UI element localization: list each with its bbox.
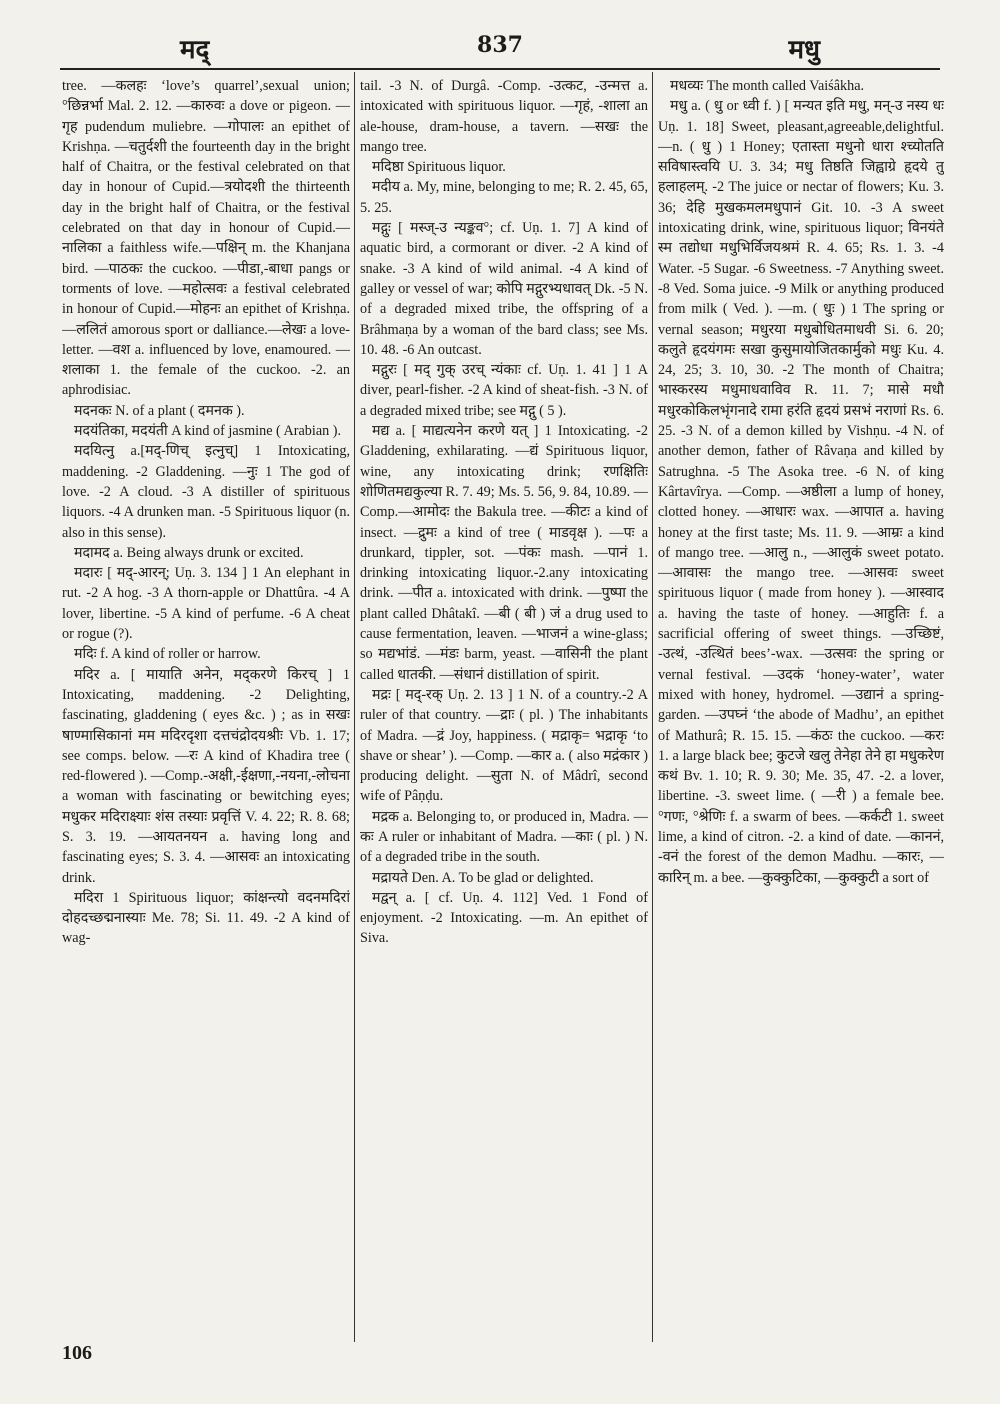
dictionary-entry: मधु a. ( धु or ध्वी f. ) [ मन्यत इति मधु, मन्-उ नस्य धः Uṇ. 1. 18] Sweet, pleasant,agreeable,delightful. —n. ( धु ) 1 Honey; एतास्ता मधुनो धारा श्च्योतति सविषास्त्वयि U. 3. 34; मधु तिष्ठति जिह्वाग्रे हृदये तु हलाहलम्. -2 The juice or nectar of flowers; Ku. 3. 36; देहि मुखकमलमधुपानं Git. 10. -3 A sweet intoxicating drink, wine, spirituous liquor; विनयंते स्म तद्योधा मधुभिर्विजयश्रमं R. 4. 65; Rs. 1. 3. -4 Water. -5 Sugar. -6 Sweetness. -7 Anything sweet. -8 Ved. Soma juice. -9 Milk or anything produced from milk ( Ved. ). —m. ( धुः ) 1 The spring or vernal season; मधुरया मधुबोधितमाधवी Si. 6. 20; कलुते हृदयंगमः सखा कुसुमायोजितकार्मुको मधुः Ku. 4. 24, 25; 3. 10, 30. -2 The month of Chaitra; भास्करस्य मधुमाधवाविव R. 11. 7; मासे मधौ मधुरकोकिलभृंगनादे रामा हरंति हृदयं प्रसभं नराणां Rs. 6. 25. -3 N. of a demon killed by Vishṇu. -4 N. of another demon, father of Râvaṇa and killed by Satrughna. -5 The Asoka tree. -6 N. of king Kârtavîrya. —Comp. —अष्ठीला a lump of honey, clotted honey. —आधारः wax. —आपात a. having honey at the first taste; Ms. 11. 9. —आम्रः a kind of mango tree. —आलु n., —आलुकं sweet potato. —आवासः the mango tree. —आसवः sweet spirituous liquor ( made from honey ). —आस्वाद a. having the taste of honey. —आहुतिः f. a sacrificial offering of sweet things. —उच्छिष्टं, -उत्थं, -उत्थितं bees’-wax. —उत्सवः the spring or vernal festival. —उदकं ‘honey-water’, water mixed with honey, hydromel. —उद्यानं a spring-garden. —उपघ्नं ‘the abode of Madhu’, an epithet of Mathurâ; R. 15. 15. —कंठः the cuckoo. —करः 1. a large black bee; कुटजे खलु तेनेहा तेने हा मधुकरेण कथं Bv. 1. 10; R. 9. 30; Me. 35, 47. -2. a lover, libertine. -3. sweet lime. ( —री ) a female bee. °गणः, °श्रेणिः f. a swarm of bees. —कर्कटी 1. sweet lime, a kind of citron. -2. a kind of date. —काननं, -वनं the forest of the demon Madhu. —कारः, —कारिन् m. a bee. —कुक्कुटिका, —कुक्कुटी a sort of — [658, 98, 944, 886]
dictionary-entry: मदामद a. Being always drunk or excited. — [74, 544, 304, 561]
dictionary-entry: मद्य a. [ माद्यत्यनेन करणे यत् ] 1 Intoxicating. -2 Gladdening, exhilarating. —द्यं Spirituous liquor, wine, any intoxicating drink; रणक्षितिः शोणितमद्यकुल्या R. 7. 49; Ms. 5. 56, 9. 84, 10.89. —Comp.—आमोदः the Bakula tree. —कीटः a kind of insect. —द्रुमः a kind of tree ( माडवृक्ष ). —पः a drunkard, tippler, sot. —पंकः mash. —पानं 1. drinking intoxicating liquor.-2.any intoxicating drink. —पीत a. intoxicated with drink. —पुष्पा the plant called Dhâtakî. —बी ( बी ) जं a drug used to cause fermentation, leaven. —भाजनं a wine-glass; so मद्यभांडं. —मंडः barm, yeast. —वासिनी the plant called धातकी. —संधानं distillation of spirit. — [360, 423, 648, 683]
dictionary-entry: मदिर a. [ मायाति अनेन, मद्करणे किरच् ] 1 Intoxicating, maddening. -2 Delighting, fascinating, gladdening ( eyes &c. ) ; as in सखः षाण्मासिकानां मम मदिरदृशा दत्तचंद्रोदयश्रीः Vb. 1. 17; see comps. below. —रः A kind of Khadira tree ( red-flowered ). —Comp.-अक्षी,-ईक्षणा,-नयना,-लोचना a woman with fascinating or bewitching eyes; मधुकर मदिराक्ष्याः शंस तस्याः प्रवृत्तिं V. 4. 22; R. 8. 68; S. 3. 19. —आयतनयन a. having long and fascinating eyes; S. 3. 4. —आसवः an intoxicating drink. — [62, 666, 350, 886]
dictionary-entry: मद्रः [ मद्-रक् Uṇ. 2. 13 ] 1 N. of a country.-2 A ruler of that country. —द्राः ( pl. ) The inhabitants of Madra. —द्रं Joy, happiness. ( मद्राकृ= भद्राकृ ‘to shave or shear’ ). —Comp. —कार a. ( also मद्रंकार ) producing delight. —सुता N. of Mâdrî, second wife of Pâṇḍu. — [360, 686, 648, 805]
dictionary-entry: मद्रायते Den. A. To be glad or delighted. — [372, 869, 594, 886]
column-3 — [658, 76, 944, 1342]
column-2 — [360, 76, 648, 1342]
dictionary-entry: tail. -3 N. of Durgâ. -Comp. -उत्कट, -उन्मत्त a. intoxicated with spirituous liquor. —गृहं, -शाला an ale-house, dram-house, a tavern. —सखः the mango tree. — [360, 78, 648, 155]
running-header — [60, 30, 940, 70]
signature-folio: 106 — [62, 1342, 92, 1364]
dictionary-entry: मदनकः N. of a plant ( दमनक ). — [74, 402, 245, 419]
header-right-guideword: मधु — [788, 35, 820, 65]
dictionary-entry: मद्वन् a. [ cf. Uṇ. 4. 112] Ved. 1 Fond of enjoyment. -2 Intoxicating. —m. An epithet of Siva. — [360, 889, 648, 947]
dictionary-entry: मदीय a. My, mine, belonging to me; R. 2. 45, 65, 5. 25. — [360, 179, 648, 216]
dictionary-entry: मदिः f. A kind of roller or harrow. — [74, 646, 261, 663]
dictionary-entry: मदयंतिका, मदयंती A kind of jasmine ( Arabian ). — [74, 423, 342, 440]
dictionary-entry: मदारः [ मद्-आरन्; Uṇ. 3. 134 ] 1 An elephant in rut. -2 A hog. -3 A thorn-apple or Dhattûra. -4 A lover, libertine. -5 A kind of perfume. -6 A cheat or rogue (?). — [62, 565, 350, 643]
dictionary-entry: मदयित्नु a.[मद्-णिच् इत्नुच्] 1 Intoxicating, maddening. -2 Gladdening. —नुः 1 The god of love. -2 A cloud. -3 A distiller of spirituous liquors. -4 A drunken man. -5 Spirituous liquor (n. also in this sense). — [62, 443, 350, 541]
dictionary-entry: मदिरा 1 Spirituous liquor; कांक्षन्त्यो वदनमदिरां दोहदच्छद्मनास्याः Me. 78; Si. 11. 49. -2 A kind of wag- — [62, 889, 350, 947]
dictionary-entry: मद्गुरः [ मद् गुक् उरच् न्यंकाः cf. Uṇ. 1. 41 ] 1 A diver, pearl-fisher. -2 A kind of sheat-fish. -3 N. of a degraded mixed tribe; see मद्गु ( 5 ). — [360, 362, 648, 419]
dictionary-entry: मद्रक a. Belonging to, or produced in, Madra. —कः A ruler or inhabitant of Madra. —काः ( pl. ) N. of a degraded tribe in the south. — [360, 808, 648, 866]
header-left-guideword: मद् — [180, 35, 210, 65]
column-divider-1 — [354, 72, 355, 1342]
page-number: 837 — [477, 32, 523, 58]
header-rule — [60, 68, 940, 70]
column-1 — [62, 76, 350, 1342]
column-divider-2 — [652, 72, 653, 1342]
dictionary-entry: tree. —कलहः ‘love’s quarrel’,sexual union; °छिन्नर्भा Mal. 2. 12. —कारुवः a dove or pigeon. —गृह pudendum muliebre. —गोपालः an epithet of Krishṇa. —चतुर्दशी the fourteenth day in the bright half of Chaitra, or the festival celebrated on that day in honour of Cupid.—त्रयोदशी the thirteenth day in the bright half of Chaitra, or the festival celebrated on that day in honour of Cupid.—नालिका a faithless wife.—पक्षिन् m. the Khanjana bird. —पाठकः the cuckoo. —पीडा,-बाधा pangs or torments of love. —महोत्सवः a festival celebrated in honour of Cupid.—मोहनः an epithet of Krishṇa. —ललितं amorous sport or dalliance.—लेखः a love-letter. —वश a. influenced by love, enamoured. —शलाका 1. the female of the cuckoo. -2. an aphrodisiac. — [62, 78, 350, 399]
dictionary-entry: मद्गुः [ मस्ज्-उ न्यङ्कव°; cf. Uṇ. 1. 7] A kind of aquatic bird, a cormorant or diver. -2 A kind of snake. -3 A kind of wild animal. -4 A kind of galley or vessel of war; कोपि मद्गुरभ्यधावत् Dk. -5 N. of a degraded mixed tribe, the offspring of a Brâhmaṇa by a woman of the bard class; see Ms. 10. 48. -6 An outcast. — [360, 220, 648, 358]
dictionary-entry: मदिष्ठा Spirituous liquor. — [372, 159, 506, 176]
dictionary-entry: मधव्यः The month called Vaiśâkha. — [670, 78, 865, 94]
